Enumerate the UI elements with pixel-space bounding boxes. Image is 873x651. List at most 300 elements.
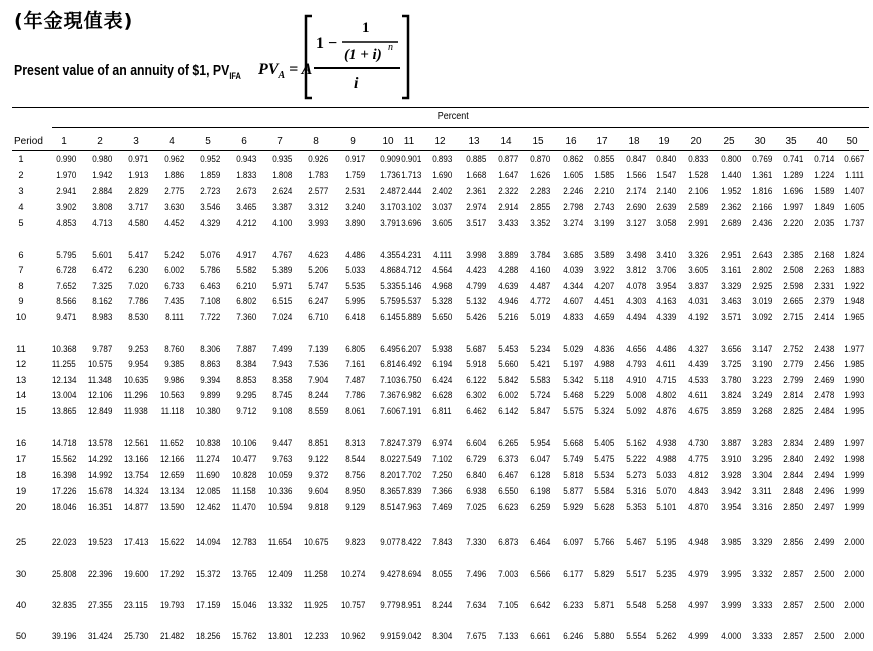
table-cell: 5.426 [465,312,486,322]
table-cell: 4.997 [687,600,708,610]
table-cell: 1.942 [91,170,112,180]
table-cell: 6.424 [431,375,452,385]
table-cell: 9.763 [271,454,292,464]
table-cell: 0.840 [655,154,676,164]
table-cell: 7.250 [431,470,452,480]
column-header: 7 [277,136,283,147]
table-cell: 5.954 [529,438,550,448]
table-cell: 6.840 [465,470,486,480]
table-cell: 4.611 [688,390,708,400]
table-cell: 4.876 [655,406,676,416]
table-cell: 10.962 [340,631,365,641]
table-cell: 11.925 [304,600,328,610]
table-cell: 5.537 [400,296,421,306]
table-cell: 5.258 [655,600,676,610]
table-cell: 5.889 [400,312,421,322]
table-cell: 31.424 [87,631,112,641]
table-cell: 14.292 [87,454,112,464]
table-cell: 5.335 [379,281,400,291]
table-cell: 5.273 [625,470,646,480]
table-cell: 3.589 [593,250,614,260]
table-cell: 11.652 [160,438,184,448]
table-cell: 8.358 [271,375,292,385]
table-cell: 3.985 [720,537,741,547]
table-cell: 7.139 [307,344,328,354]
table-cell: 8.306 [199,344,220,354]
table-cell: 6.464 [529,537,550,547]
table-cell: 5.389 [271,265,292,275]
table-cell: 3.058 [655,218,676,228]
table-cell: 10.594 [267,502,292,512]
table-cell: 15.372 [195,569,220,579]
table-cell: 13.754 [123,470,148,480]
table-cell: 4.659 [593,312,614,322]
table-cell: 2.598 [782,281,803,291]
table-cell: 4.564 [431,265,452,275]
table-cell: 3.910 [720,454,741,464]
table-cell: 25.808 [51,569,76,579]
percent-header: Percent [437,111,469,122]
table-cell: 4.715 [655,375,676,385]
period-cell: 19 [15,486,27,496]
table-cell: 6.128 [529,470,550,480]
table-cell: 5.328 [431,296,452,306]
table-cell: 1.289 [782,170,803,180]
table-cell: 2.589 [687,202,708,212]
table-cell: 8.863 [199,359,220,369]
table-cell: 1.886 [163,170,184,180]
period-cell: 8 [18,281,24,291]
table-cell: 6.265 [497,438,518,448]
table-cell: 0.909 [379,154,400,164]
table-cell: 5.724 [529,390,550,400]
table-cell: 27.355 [87,600,112,610]
table-cell: 6.463 [199,281,220,291]
table-cell: 5.197 [562,359,583,369]
table-cell: 13.801 [267,631,292,641]
table-cell: 3.517 [465,218,486,228]
table-cell: 3.463 [720,296,741,306]
table-cell: 2.857 [782,569,803,579]
table-cell: 0.870 [529,154,550,164]
table-cell: 5.628 [593,502,614,512]
table-cell: 2.775 [163,186,184,196]
table-cell: 18.256 [195,631,220,641]
table-cell: 3.605 [431,218,452,228]
table-cell: 5.195 [655,537,676,547]
table-cell: 2.500 [813,569,834,579]
formula-left-bracket [306,16,312,98]
table-cell: 0.847 [625,154,646,164]
table-cell: 2.000 [843,631,864,641]
table-cell: 9.954 [127,359,148,369]
table-cell: 0.714 [813,154,834,164]
table-cell: 6.550 [497,486,518,496]
table-cell: 3.465 [235,202,256,212]
table-cell: 1.566 [625,170,646,180]
table-cell: 5.132 [465,296,486,306]
period-cell: 16 [15,438,27,448]
table-cell: 7.367 [379,390,400,400]
table-cell: 5.234 [529,344,550,354]
table-cell: 3.316 [751,502,772,512]
table-cell: 1.440 [720,170,741,180]
table-cell: 7.366 [431,486,452,496]
table-cell: 8.162 [91,296,112,306]
table-cell: 1.999 [843,486,864,496]
table-cell: 0.885 [465,154,486,164]
table-cell: 1.111 [845,170,864,180]
table-cell: 2.848 [782,486,803,496]
column-header: 16 [565,136,577,147]
table-cell: 2.385 [782,250,803,260]
formula-inner-numerator: 1 [362,20,370,36]
table-cell: 2.884 [91,186,112,196]
table-cell: 1.948 [843,296,864,306]
table-cell: 3.954 [655,281,676,291]
column-header: 3 [133,136,139,147]
table-cell: 9.712 [235,406,256,416]
table-cell: 10.575 [87,359,112,369]
table-cell: 2.000 [843,600,864,610]
table-cell: 2.715 [782,312,803,322]
table-cell: 1.824 [843,250,864,260]
table-cell: 4.833 [562,312,583,322]
column-header: 9 [350,136,356,147]
period-cell: 13 [15,375,27,385]
table-cell: 6.642 [529,600,550,610]
table-cell: 2.844 [782,470,803,480]
table-cell: 13.332 [267,600,292,610]
table-cell: 4.799 [465,281,486,291]
table-cell: 10.838 [195,438,220,448]
table-cell: 13.765 [231,569,256,579]
column-header: 11 [403,136,415,147]
table-cell: 8.201 [379,470,400,480]
table-cell: 4.303 [625,296,646,306]
table-cell: 2.752 [782,344,803,354]
table-cell: 3.685 [562,250,583,260]
table-cell: 5.818 [562,470,583,480]
table-cell: 1.816 [751,186,772,196]
table-cell: 3.784 [529,250,550,260]
table-cell: 6.661 [529,631,550,641]
table-cell: 1.713 [400,170,421,180]
table-cell: 6.733 [163,281,184,291]
table-cell: 8.853 [235,375,256,385]
table-cell: 4.423 [465,265,486,275]
table-cell: 3.824 [720,390,741,400]
table-cell: 11.274 [196,454,220,464]
table-cell: 4.100 [271,218,292,228]
table-cell: 2.263 [813,265,834,275]
table-cell: 4.968 [431,281,452,291]
period-cell: 3 [18,186,24,196]
table-cell: 4.843 [687,486,708,496]
table-cell: 5.929 [562,502,583,512]
table-cell: 5.405 [593,438,614,448]
table-cell: 4.451 [593,296,614,306]
table-cell: 12.134 [51,375,76,385]
table-cell: 6.418 [344,312,365,322]
column-header: 50 [846,136,858,147]
table-cell: 1.993 [843,390,864,400]
formula-inner-denominator: (1 + i) [344,47,382,63]
table-cell: 2.743 [593,202,614,212]
table-cell: 3.942 [720,486,741,496]
table-cell: 3.993 [307,218,328,228]
table-cell: 3.571 [720,312,741,322]
table-cell: 7.161 [344,359,365,369]
table-cell: 9.818 [307,502,328,512]
table-cell: 5.795 [55,250,76,260]
table-cell: 4.212 [235,218,256,228]
table-cell: 4.344 [562,281,583,291]
table-cell: 3.546 [199,202,220,212]
table-cell: 6.302 [465,390,486,400]
table-cell: 0.800 [720,154,741,164]
table-cell: 6.566 [529,569,550,579]
table-cell: 11.296 [124,390,148,400]
table-cell: 8.022 [379,454,400,464]
table-cell: 1.736 [379,170,400,180]
table-cell: 3.725 [720,359,741,369]
table-cell: 7.702 [400,470,421,480]
table-cell: 2.283 [529,186,550,196]
table-cell: 5.668 [562,438,583,448]
table-cell: 3.333 [751,600,772,610]
column-header: 8 [313,136,319,147]
period-cell: 14 [15,390,27,400]
table-cell: 2.478 [813,390,834,400]
formula-outer-denominator: i [354,75,359,92]
table-cell: 3.859 [720,406,741,416]
table-cell: 3.387 [271,202,292,212]
table-cell: 5.146 [400,281,421,291]
table-cell: 11.654 [268,537,292,547]
table-cell: 5.575 [562,406,583,416]
table-cell: 2.925 [751,281,772,291]
table-cell: 5.118 [594,375,614,385]
table-cell: 2.484 [813,406,834,416]
table-cell: 7.020 [127,281,148,291]
table-cell: 6.628 [431,390,452,400]
column-header: 17 [596,136,608,147]
table-cell: 7.722 [199,312,220,322]
table-cell: 22.396 [87,569,112,579]
table-cell: 5.222 [625,454,646,464]
table-cell: 1.808 [271,170,292,180]
table-cell: 7.499 [271,344,292,354]
table-cell: 5.871 [593,600,614,610]
table-cell: 6.207 [400,344,421,354]
table-cell: 12.849 [87,406,112,416]
table-cell: 1.883 [843,265,864,275]
table-cell: 2.779 [782,359,803,369]
table-cell: 2.496 [813,486,834,496]
table-cell: 7.108 [199,296,220,306]
table-cell: 7.330 [465,537,486,547]
table-cell: 5.601 [91,250,112,260]
column-header: 1 [61,136,67,147]
table-cell: 5.242 [163,250,184,260]
table-cell: 12.462 [195,502,220,512]
table-cell: 6.233 [562,600,583,610]
table-cell: 16.398 [51,470,76,480]
table-cell: 10.368 [51,344,76,354]
table-cell: 2.489 [813,438,834,448]
table-cell: 8.983 [91,312,112,322]
table-cell: 2.531 [344,186,365,196]
table-cell: 3.249 [751,390,772,400]
table-cell: 5.842 [497,375,518,385]
table-cell: 6.198 [529,486,550,496]
table-cell: 2.723 [199,186,220,196]
table-cell: 4.870 [687,502,708,512]
formula-pv-subscript: A [278,70,286,82]
table-cell: 4.533 [687,375,708,385]
table-cell: 6.177 [562,569,583,579]
table-cell: 19.600 [123,569,148,579]
table-cell: 7.191 [400,406,421,416]
table-cell: 9.604 [307,486,328,496]
table-cell: 4.836 [593,344,614,354]
table-cell: 2.456 [813,359,834,369]
table-cell: 3.190 [751,359,772,369]
table-cell: 8.055 [431,569,452,579]
table-cell: 3.170 [379,202,400,212]
table-cell: 4.607 [562,296,583,306]
table-cell: 11.938 [124,406,148,416]
table-cell: 7.652 [55,281,76,291]
table-cell: 3.837 [687,281,708,291]
table-cell: 1.990 [843,375,864,385]
table-cell: 5.582 [235,265,256,275]
table-cell: 5.747 [307,281,328,291]
table-cell: 4.329 [199,218,220,228]
table-title-subscript: IFA [229,71,241,81]
column-header: 35 [785,136,797,147]
table-cell: 8.384 [235,359,256,369]
table-cell: 3.283 [751,438,772,448]
column-header: 13 [468,136,480,147]
table-cell: 3.295 [751,454,772,464]
table-cell: 6.467 [497,470,518,480]
period-cell: 17 [15,454,27,464]
table-cell: 5.033 [344,265,365,275]
table-cell: 5.162 [625,438,646,448]
table-cell: 39.196 [51,631,76,641]
table-cell: 14.992 [87,470,112,480]
table-title-text: Present value of an annuity of $1, PV [14,62,230,79]
table-cell: 3.037 [431,202,452,212]
table-cell: 9.915 [379,631,400,641]
table-cell: 2.220 [782,218,803,228]
table-cell: 2.469 [813,375,834,385]
table-cell: 3.304 [751,470,772,480]
table-cell: 4.611 [656,359,676,369]
table-cell: 8.951 [400,600,421,610]
table-cell: 12.561 [123,438,148,448]
table-cell: 7.606 [379,406,400,416]
period-cell: 5 [18,218,24,228]
table-cell: 17.413 [123,537,148,547]
table-cell: 2.840 [782,454,803,464]
table-cell: 1.737 [843,218,864,228]
table-cell: 4.207 [593,281,614,291]
table-cell: 10.274 [340,569,365,579]
table-cell: 5.216 [497,312,518,322]
table-cell: 2.000 [843,537,864,547]
table-cell: 1.997 [782,202,803,212]
table-cell: 23.115 [124,600,148,610]
table-cell: 10.380 [195,406,220,416]
table-cell: 3.329 [751,537,772,547]
table-cell: 2.829 [127,186,148,196]
table-cell: 1.970 [55,170,76,180]
table-cell: 1.859 [199,170,220,180]
table-cell: 3.274 [562,218,583,228]
table-cell: 0.917 [344,154,365,164]
table-cell: 12.085 [195,486,220,496]
table-cell: 0.901 [400,154,421,164]
table-cell: 7.360 [235,312,256,322]
table-cell: 15.562 [51,454,76,464]
table-cell: 8.760 [163,344,184,354]
table-cell: 14.877 [123,502,148,512]
table-cell: 2.174 [625,186,646,196]
table-cell: 7.024 [271,312,292,322]
table-cell: 1.668 [465,170,486,180]
table-cell: 0.667 [843,154,864,164]
table-cell: 9.253 [127,344,148,354]
table-cell: 15.046 [231,600,256,610]
table-cell: 3.240 [344,202,365,212]
formula-pv: PV [258,61,279,78]
column-header: 15 [532,136,544,147]
table-cell: 8.694 [400,569,421,579]
table-cell: 3.092 [751,312,772,322]
table-cell: 3.890 [344,218,365,228]
period-cell: 40 [15,600,27,610]
table-cell: 7.839 [400,486,421,496]
table-cell: 6.710 [307,312,328,322]
table-cell: 2.974 [465,202,486,212]
table-cell: 6.462 [465,406,486,416]
table-cell: 0.990 [55,154,76,164]
table-cell: 3.498 [625,250,646,260]
table-cell: 7.003 [497,569,518,579]
table-cell: 2.361 [465,186,486,196]
table-cell: 6.873 [497,537,518,547]
table-cell: 1.999 [843,470,864,480]
table-cell: 19.523 [87,537,112,547]
table-cell: 3.223 [751,375,772,385]
table-cell: 11.255 [52,359,76,369]
table-cell: 1.965 [843,312,864,322]
table-cell: 2.438 [813,344,834,354]
column-header: 14 [500,136,512,147]
table-cell: 7.487 [344,375,365,385]
table-cell: 1.585 [593,170,614,180]
table-cell: 4.486 [655,344,676,354]
table-cell: 2.494 [813,470,834,480]
table-cell: 1.647 [497,170,518,180]
table-cell: 2.436 [751,218,772,228]
table-cell: 2.500 [813,631,834,641]
table-cell: 8.313 [344,438,365,448]
table-cell: 3.998 [465,250,486,260]
